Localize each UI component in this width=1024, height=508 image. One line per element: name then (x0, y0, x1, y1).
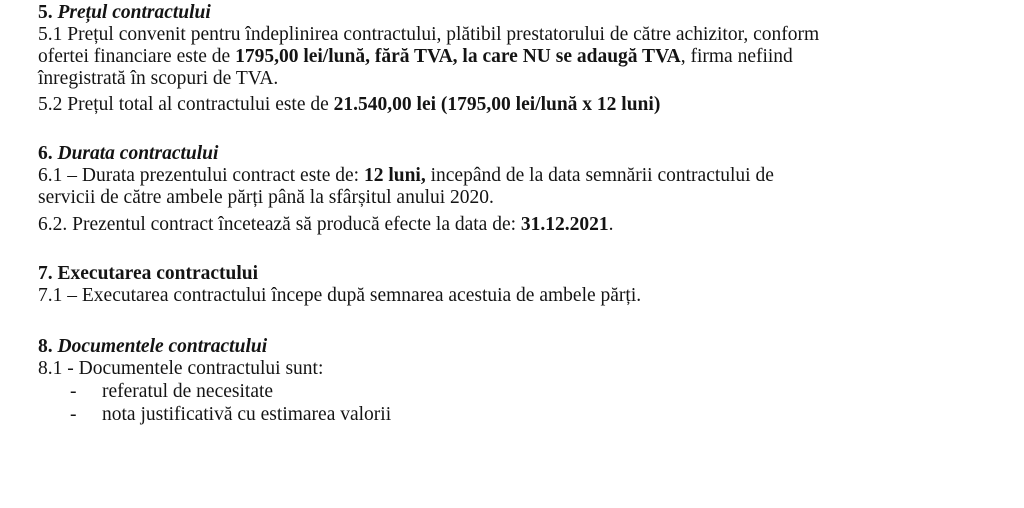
paragraph-5-1-line-1: 5.1 Prețul convenit pentru îndeplinirea contractului, plătibil prestatorului de către achizitor, conform (38, 24, 820, 45)
paragraph-8-1: 8.1 - Documentele contractului sunt: (38, 358, 324, 379)
section-6-number: 6. (38, 143, 53, 164)
paragraph-7-1: 7.1 – Executarea contractului începe după semnarea acestuia de ambele părți. (38, 285, 642, 306)
text-run: incepând de la data semnării contractului de (425, 165, 774, 186)
section-5-heading (38, 2, 211, 24)
section-6-title: Durata contractului (57, 143, 219, 164)
price-monthly-bold: 1795,00 lei/lună, fără TVA, la care NU se adaugă TVA (235, 46, 681, 67)
section-8-heading (38, 336, 267, 358)
list-item: nota justificativă cu estimarea valorii (102, 404, 392, 425)
price-total-bold: 21.540,00 lei (1795,00 lei/lună x 12 luni) (333, 94, 661, 115)
end-date-bold: 31.12.2021 (520, 214, 609, 235)
list-bullet: - (70, 381, 77, 402)
paragraph-5-2 (38, 94, 660, 116)
duration-bold: 12 luni, (363, 165, 426, 186)
section-8-number: 8. (38, 336, 53, 357)
section-7-heading: 7. Executarea contractului (38, 263, 259, 284)
text-run: ofertei financiare este de (38, 46, 236, 67)
paragraph-6-2 (38, 214, 614, 236)
list-item: referatul de necesitate (102, 381, 274, 402)
text-run: 6.1 – Durata prezentului contract este de: (38, 165, 364, 186)
text-run: 6.2. Prezentul contract încetează să producă efecte la data de: (38, 214, 521, 235)
section-8-title: Documentele contractului (57, 336, 268, 357)
list-bullet: - (70, 404, 77, 425)
paragraph-6-1-line-1 (38, 165, 774, 187)
paragraph-6-1-line-2: servicii de către ambele părți până la sfârșitul anului 2020. (38, 187, 494, 208)
paragraph-5-1-line-2 (38, 46, 793, 68)
section-5-title: Prețul contractului (57, 2, 211, 23)
paragraph-5-1-line-3: înregistrată în scopuri de TVA. (38, 68, 279, 89)
section-6-heading (38, 143, 218, 165)
section-5-number: 5. (38, 2, 53, 23)
text-run: 5.2 Prețul total al contractului este de (38, 94, 334, 115)
text-run: . (608, 214, 614, 235)
text-run: , firma nefiind (680, 46, 793, 67)
